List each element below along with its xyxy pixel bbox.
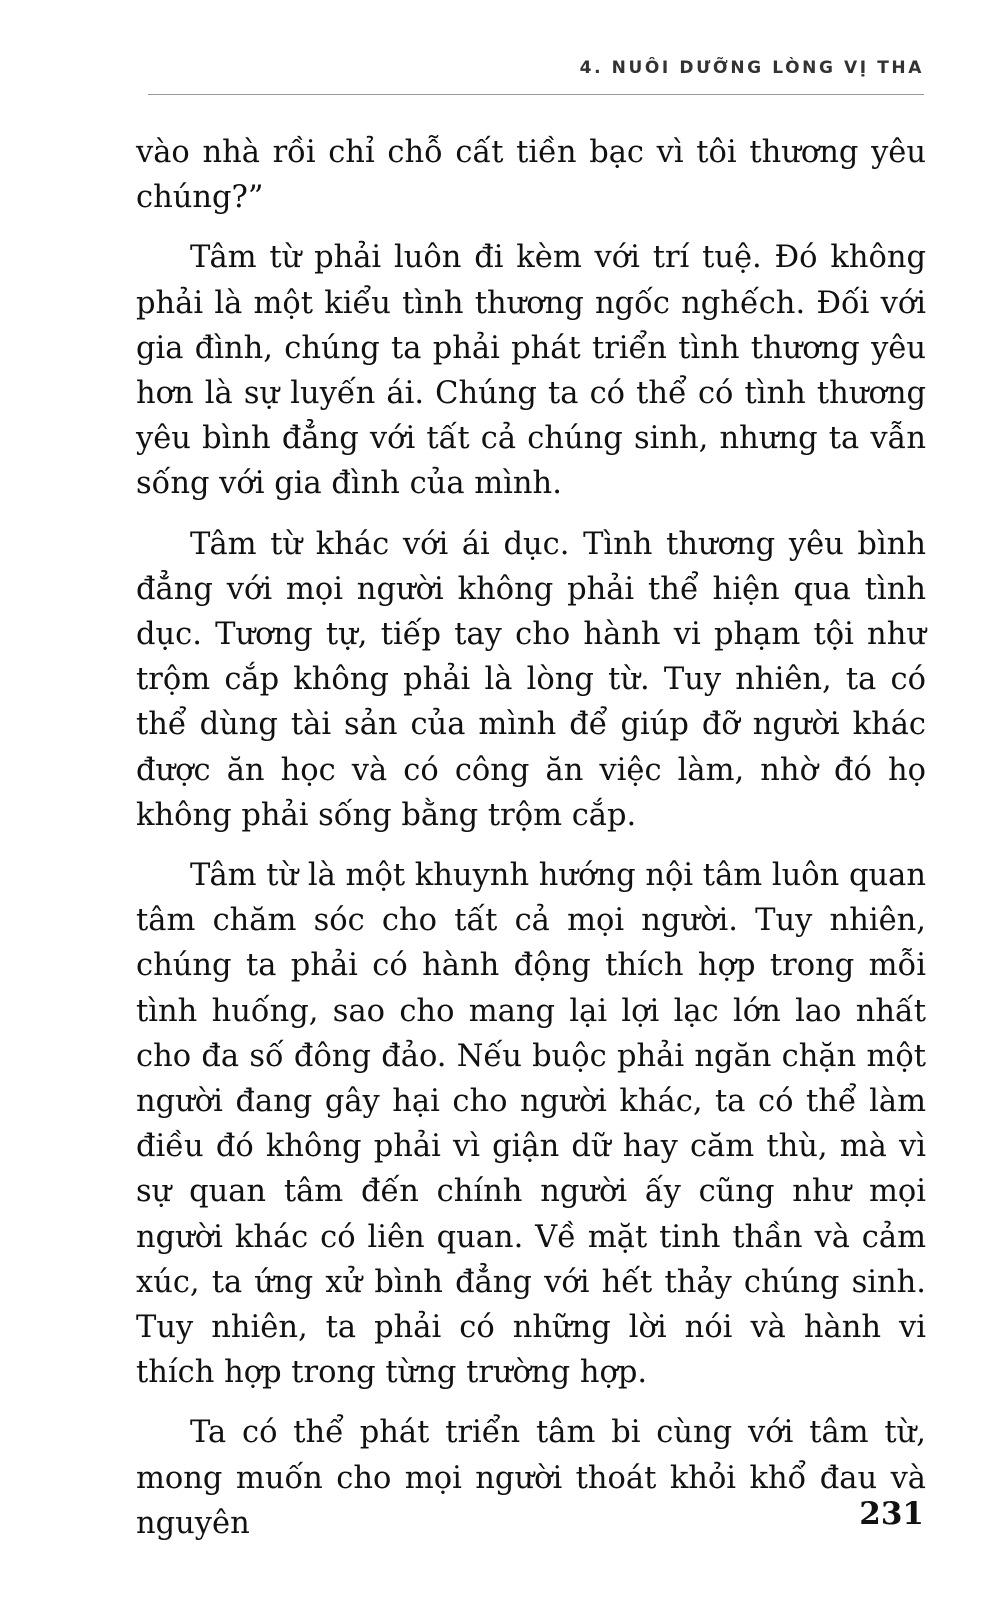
- paragraph: Tâm từ khác với ái dục. Tình thương yêu bình đẳng với mọi người không phải thể hiện qua tình dục. Tương tự, tiếp tay cho hành vi phạm tội như trộm cắp không phải là lòng từ. Tuy nhiên, ta có thể dùng tài sản của mình để giúp đỡ người khác được ăn học và có công ăn việc làm, nhờ đó họ không phải sống bằng trộm cắp.: [136, 526, 926, 833]
- paragraph: Tâm từ phải luôn đi kèm với trí tuệ. Đó không phải là một kiểu tình thương ngốc nghếch. Đối với gia đình, chúng ta phải phát triển tình thương yêu hơn là sự luyến ái. Chúng ta có thể có tình thương yêu bình đẳng với tất cả chúng sinh, nhưng ta vẫn sống với gia đình của mình.: [136, 240, 926, 502]
- paragraph-continued: vào nhà rồi chỉ chỗ cất tiền bạc vì tôi thương yêu chúng?”: [136, 135, 926, 216]
- page-number: 231: [859, 1496, 924, 1532]
- paragraph: Ta có thể phát triển tâm bi cùng với tâm từ, mong muốn cho mọi người thoát khỏi khổ đau và nguyên: [136, 1415, 926, 1541]
- running-header: 4. NUÔI DƯỠNG LÒNG VỊ THA: [579, 58, 924, 78]
- paragraph: Tâm từ là một khuynh hướng nội tâm luôn quan tâm chăm sóc cho tất cả mọi người. Tuy nhiên, chúng ta phải có hành động thích hợp trong mỗi tình huống, sao cho mang lại lợi lạc lớn lao nhất cho đa số đông đảo. Nếu buộc phải ngăn chặn một người đang gây hại cho người khác, ta có thể làm điều đó không phải vì giận dữ hay căm thù, mà vì sự quan tâm đến chính người ấy cũng như mọi người khác có liên quan. Về mặt tinh thần và cảm xúc, ta ứng xử bình đẳng với hết thảy chúng sinh. Tuy nhiên, ta phải có những lời nói và hành vi thích hợp trong từng trường hợp.: [136, 858, 926, 1391]
- page-body: [136, 130, 926, 1561]
- header-divider: [148, 94, 924, 95]
